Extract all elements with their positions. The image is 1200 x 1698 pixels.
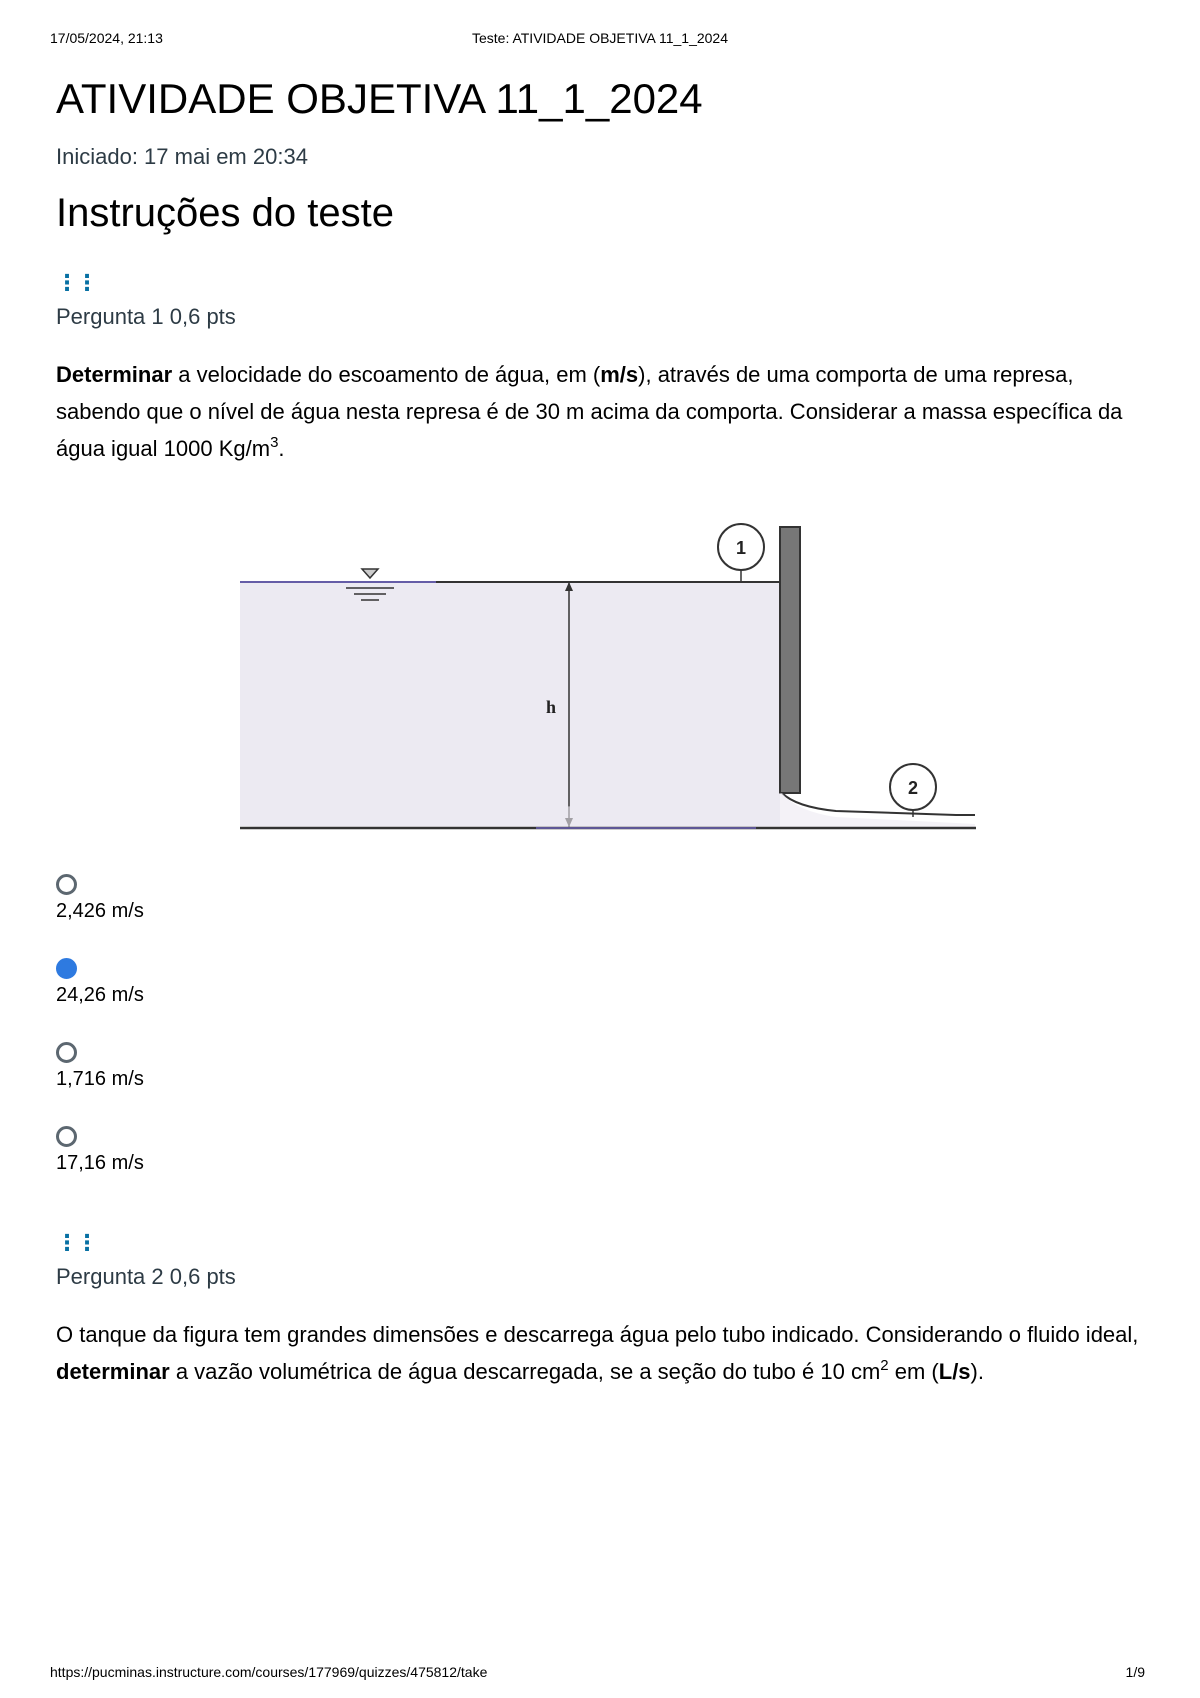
answer-label[interactable]: 2,426 m/s [56,900,144,922]
reservoir-water [240,582,780,826]
quiz-content [56,72,1156,1384]
print-datetime: 17/05/2024, 21:13 [50,30,163,46]
answer-label[interactable]: 1,716 m/s [56,1068,144,1090]
print-page-title: Teste: ATIVIDADE OBJETIVA 11_1_2024 [471,30,729,46]
question-2 [56,1232,1156,1390]
dam-gate-figure [236,497,1046,852]
question-text-bold: determinar [56,1359,170,1384]
question-text: Determinar a velocidade do escoamento de água, em (m/s), através de uma comporta de uma represa, sabendo que o nível de água nesta represa é de 30 m acima da comporta. Considerar a massa específica da água igual 1000 $Kg/m^3$. [56,362,1123,461]
question-text: O tanque da figura tem grandes dimensões e descarrega água pelo tubo indicado. Considerando o fluido ideal, determinar a vazão volumétrica de água descarregada, se a seção do tubo é 10 $cm^2$ em (L/s). [56,1322,1139,1384]
answer-label[interactable]: 17,16 m/s [56,1152,144,1174]
question-unit: L/s [938,1359,971,1384]
radio-button[interactable] [56,1042,77,1063]
radio-button-selected[interactable] [56,958,77,979]
answer-label[interactable]: 24,26 m/s [56,984,144,1006]
label-h: h [546,697,557,717]
print-url: https://pucminas.instructure.com/courses/177969/quizzes/475812/take [50,1664,488,1680]
label-point-1: 1 [735,538,747,558]
print-page-number: 1/9 [1125,1664,1145,1680]
question-header: Pergunta 2 0,6 pts [56,1264,236,1289]
radio-button[interactable] [56,874,77,895]
drag-handle-icon[interactable]: ⋮⋮ [56,270,96,295]
label-point-2: 2 [907,778,919,798]
instructions-heading: Instruções do teste [56,191,394,235]
question-header: Pergunta 1 0,6 pts [56,304,236,329]
question-unit: m/s [600,362,639,387]
drag-handle-icon[interactable]: ⋮⋮ [56,1230,96,1255]
question-text-bold: Determinar [56,362,173,387]
radio-button[interactable] [56,1126,77,1147]
quiz-title: ATIVIDADE OBJETIVA 11_1_2024 [56,75,703,122]
water-level-symbol-icon [362,569,378,578]
quiz-started-at: Iniciado: 17 mai em 20:34 [56,144,308,169]
gate-wall [780,527,800,793]
question-1 [56,270,1156,1174]
